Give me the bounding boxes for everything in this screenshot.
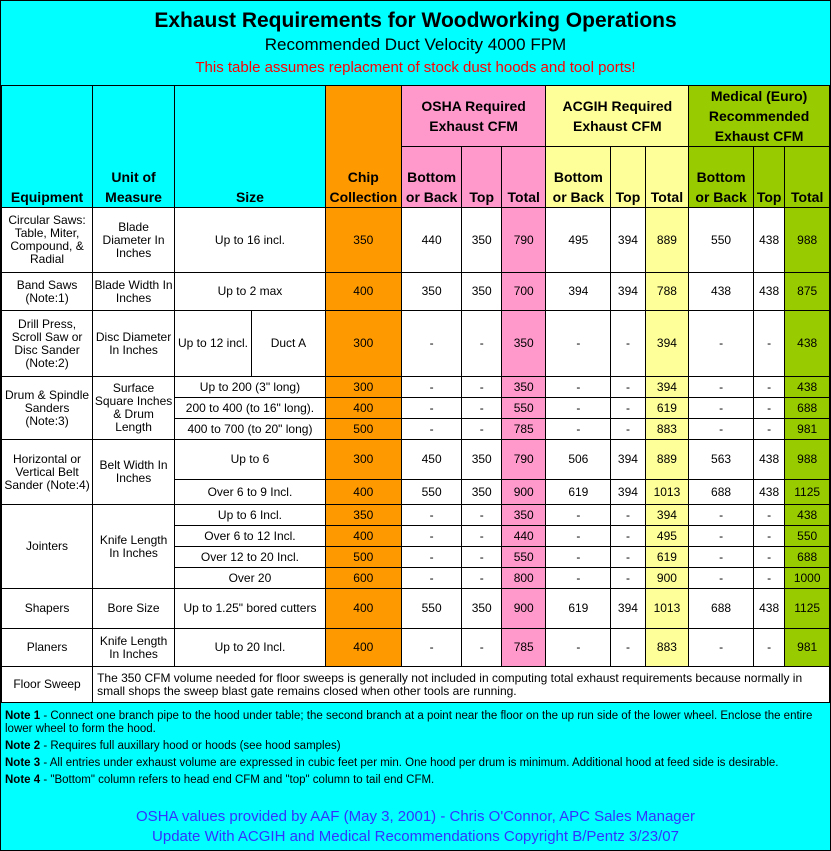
acgih-total-cell: 883: [645, 629, 689, 667]
medical-bottom-cell: 438: [689, 273, 754, 311]
acgih-top-cell: -: [611, 568, 645, 589]
osha-bottom-cell: -: [401, 398, 462, 419]
medical-top-cell: 438: [753, 480, 784, 505]
header-row-1: [2, 86, 830, 147]
acgih-top-cell: -: [611, 526, 645, 547]
acgih-top-cell: 394: [611, 480, 645, 505]
medical-top-cell: 438: [753, 440, 784, 480]
medical-top-cell: -: [753, 568, 784, 589]
osha-top-cell: -: [462, 547, 501, 568]
medical-total-cell: 1125: [785, 589, 830, 629]
osha-bottom-cell: 350: [401, 273, 462, 311]
osha-total-cell: 350: [501, 377, 546, 398]
equipment-cell: Floor Sweep: [2, 667, 93, 703]
unit-cell: Knife Length In Inches: [93, 505, 175, 589]
medical-total-cell: 988: [785, 440, 830, 480]
medical-top-cell: -: [753, 505, 784, 526]
osha-total-cell: 800: [501, 568, 546, 589]
medical-total-cell: 988: [785, 208, 830, 273]
acgih-bottom-cell: -: [546, 377, 611, 398]
equipment-cell: Band Saws (Note:1): [2, 273, 93, 311]
osha-bottom-cell: 550: [401, 480, 462, 505]
chip-cell: 400: [325, 629, 401, 667]
note-1: [5, 710, 827, 736]
col-acgih-top: Top: [611, 147, 645, 208]
note-2: [5, 740, 827, 753]
acgih-bottom-cell: 619: [546, 480, 611, 505]
osha-top-cell: -: [462, 398, 501, 419]
acgih-total-cell: 1013: [645, 480, 689, 505]
acgih-bottom-cell: 506: [546, 440, 611, 480]
osha-top-cell: -: [462, 377, 501, 398]
osha-top-cell: -: [462, 568, 501, 589]
note-4: [5, 774, 827, 787]
table-row: [2, 440, 830, 480]
osha-bottom-cell: -: [401, 419, 462, 440]
acgih-bottom-cell: -: [546, 398, 611, 419]
medical-total-cell: 438: [785, 377, 830, 398]
osha-bottom-cell: 440: [401, 208, 462, 273]
osha-top-cell: -: [462, 629, 501, 667]
acgih-top-cell: 394: [611, 589, 645, 629]
acgih-bottom-cell: 495: [546, 208, 611, 273]
warning-text: This table assumes replacment of stock dust hoods and tool ports!: [195, 59, 636, 76]
acgih-top-cell: -: [611, 629, 645, 667]
chip-cell: 300: [325, 377, 401, 398]
medical-top-cell: 438: [753, 208, 784, 273]
equipment-cell: Drill Press, Scroll Saw or Disc Sander (Note:2): [2, 311, 93, 377]
unit-cell: Surface Square Inches & Drum Length: [93, 377, 175, 440]
chip-cell: 500: [325, 547, 401, 568]
col-size: Size: [175, 86, 326, 208]
osha-total-cell: 900: [501, 480, 546, 505]
acgih-bottom-cell: -: [546, 311, 611, 377]
osha-top-cell: -: [462, 505, 501, 526]
page-subtitle: Recommended Duct Velocity 4000 FPM: [264, 35, 567, 54]
osha-total-cell: 790: [501, 440, 546, 480]
medical-bottom-cell: -: [689, 568, 754, 589]
osha-total-cell: 900: [501, 589, 546, 629]
medical-top-cell: 438: [753, 273, 784, 311]
acgih-top-cell: -: [611, 311, 645, 377]
acgih-top-cell: -: [611, 419, 645, 440]
medical-bottom-cell: -: [689, 505, 754, 526]
osha-total-cell: 785: [501, 419, 546, 440]
osha-bottom-cell: -: [401, 526, 462, 547]
size-cell: Over 6 to 9 Incl.: [175, 480, 326, 505]
medical-total-cell: 1125: [785, 480, 830, 505]
acgih-total-cell: 394: [645, 505, 689, 526]
acgih-top-cell: -: [611, 377, 645, 398]
chip-cell: 500: [325, 419, 401, 440]
medical-top-cell: -: [753, 398, 784, 419]
equipment-cell: Drum & Spindle Sanders (Note:3): [2, 377, 93, 440]
acgih-bottom-cell: -: [546, 629, 611, 667]
medical-top-cell: -: [753, 526, 784, 547]
acgih-total-cell: 889: [645, 208, 689, 273]
acgih-total-cell: 619: [645, 398, 689, 419]
size-cell: Up to 16 incl.: [175, 208, 326, 273]
osha-total-cell: 440: [501, 526, 546, 547]
acgih-bottom-cell: -: [546, 526, 611, 547]
chip-cell: 300: [325, 311, 401, 377]
osha-top-cell: 350: [462, 440, 501, 480]
osha-bottom-cell: -: [401, 568, 462, 589]
medical-bottom-cell: -: [689, 398, 754, 419]
medical-total-cell: 688: [785, 398, 830, 419]
col-osha: OSHA Required Exhaust CFM: [401, 86, 546, 147]
acgih-total-cell: 788: [645, 273, 689, 311]
equipment-cell: Planers: [2, 629, 93, 667]
size-cell: 400 to 700 (to 20" long): [175, 419, 326, 440]
osha-total-cell: 700: [501, 273, 546, 311]
col-osha-bottom: Bottom or Back: [401, 147, 462, 208]
medical-bottom-cell: -: [689, 547, 754, 568]
equipment-cell: Circular Saws: Table, Miter, Compound, & Radial: [2, 208, 93, 273]
note-text: - Requires full auxillary hood or hoods (see hood samples): [40, 740, 341, 752]
col-unit: Unit of Measure: [93, 86, 175, 208]
medical-total-cell: 550: [785, 526, 830, 547]
medical-top-cell: -: [753, 377, 784, 398]
osha-total-cell: 790: [501, 208, 546, 273]
osha-bottom-cell: -: [401, 377, 462, 398]
acgih-bottom-cell: 619: [546, 589, 611, 629]
chip-cell: 600: [325, 568, 401, 589]
acgih-top-cell: -: [611, 505, 645, 526]
unit-cell: Knife Length In Inches: [93, 629, 175, 667]
osha-total-cell: 350: [501, 311, 546, 377]
chip-cell: 400: [325, 526, 401, 547]
osha-top-cell: 350: [462, 208, 501, 273]
table-row: [2, 505, 830, 526]
size-cell: Over 12 to 20 Incl.: [175, 547, 326, 568]
acgih-total-cell: 883: [645, 419, 689, 440]
table-row: [2, 273, 830, 311]
exhaust-table: [1, 85, 830, 703]
medical-top-cell: -: [753, 311, 784, 377]
col-medical-total: Total: [785, 147, 830, 208]
floor-sweep-text: The 350 CFM volume needed for floor sweeps is generally not included in computing total exhaust requirements because normally in small shops the sweep blast gate remains closed when other tools are running.: [93, 667, 830, 703]
acgih-total-cell: 1013: [645, 589, 689, 629]
osha-total-cell: 785: [501, 629, 546, 667]
size-cell: Up to 20 Incl.: [175, 629, 326, 667]
acgih-bottom-cell: -: [546, 419, 611, 440]
chip-cell: 350: [325, 208, 401, 273]
osha-total-cell: 350: [501, 505, 546, 526]
note-label: Note 3: [5, 757, 41, 769]
medical-total-cell: 875: [785, 273, 830, 311]
medical-top-cell: -: [753, 419, 784, 440]
table-row: [2, 589, 830, 629]
acgih-total-cell: 889: [645, 440, 689, 480]
medical-bottom-cell: -: [689, 419, 754, 440]
medical-total-cell: 981: [785, 419, 830, 440]
size-cell: Up to 12 incl.: [175, 311, 252, 377]
size-cell: 200 to 400 (to 16" long).: [175, 398, 326, 419]
col-medical-bottom: Bottom or Back: [689, 147, 754, 208]
acgih-total-cell: 619: [645, 547, 689, 568]
equipment-cell: Shapers: [2, 589, 93, 629]
size-cell: Up to 1.25" bored cutters: [175, 589, 326, 629]
note-label: Note 2: [5, 740, 41, 752]
acgih-top-cell: -: [611, 547, 645, 568]
col-osha-total: Total: [501, 147, 546, 208]
table-row: [2, 377, 830, 398]
medical-total-cell: 981: [785, 629, 830, 667]
chip-cell: 300: [325, 440, 401, 480]
col-acgih-bottom: Bottom or Back: [546, 147, 611, 208]
osha-top-cell: 350: [462, 273, 501, 311]
osha-top-cell: 350: [462, 589, 501, 629]
medical-total-cell: 438: [785, 505, 830, 526]
osha-bottom-cell: 450: [401, 440, 462, 480]
osha-bottom-cell: -: [401, 505, 462, 526]
size-cell: Up to 200 (3" long): [175, 377, 326, 398]
title-block: [1, 1, 830, 85]
note-3: [5, 757, 827, 770]
notes-section: [5, 710, 827, 791]
credit-line-1: OSHA values provided by AAF (May 3, 2001) - Chris O'Connor, APC Sales Manager: [136, 808, 695, 825]
credit-line-2: Update With ACGIH and Medical Recommendations Copyright B/Pentz 3/23/07: [152, 828, 679, 845]
medical-top-cell: -: [753, 629, 784, 667]
acgih-bottom-cell: -: [546, 568, 611, 589]
size-cell: Up to 2 max: [175, 273, 326, 311]
medical-bottom-cell: 563: [689, 440, 754, 480]
duct-cell: Duct A: [251, 311, 325, 377]
size-cell: Over 20: [175, 568, 326, 589]
medical-bottom-cell: 688: [689, 589, 754, 629]
osha-top-cell: -: [462, 311, 501, 377]
medical-bottom-cell: -: [689, 377, 754, 398]
table-row: [2, 629, 830, 667]
osha-bottom-cell: 550: [401, 589, 462, 629]
unit-cell: Bore Size: [93, 589, 175, 629]
medical-bottom-cell: -: [689, 629, 754, 667]
table-row: [2, 667, 830, 703]
page-title: Exhaust Requirements for Woodworking Operations: [154, 9, 677, 32]
unit-cell: Belt Width In Inches: [93, 440, 175, 505]
col-osha-top: Top: [462, 147, 501, 208]
chip-cell: 350: [325, 505, 401, 526]
chip-cell: 400: [325, 273, 401, 311]
col-chip: Chip Collection: [325, 86, 401, 208]
medical-total-cell: 1000: [785, 568, 830, 589]
table-row: [2, 208, 830, 273]
osha-bottom-cell: -: [401, 311, 462, 377]
osha-bottom-cell: -: [401, 629, 462, 667]
acgih-total-cell: 394: [645, 377, 689, 398]
medical-bottom-cell: -: [689, 526, 754, 547]
acgih-bottom-cell: -: [546, 547, 611, 568]
col-acgih: ACGIH Required Exhaust CFM: [546, 86, 689, 147]
medical-total-cell: 688: [785, 547, 830, 568]
acgih-top-cell: -: [611, 398, 645, 419]
unit-cell: Blade Diameter In Inches: [93, 208, 175, 273]
size-cell: Up to 6: [175, 440, 326, 480]
osha-total-cell: 550: [501, 398, 546, 419]
chip-cell: 400: [325, 589, 401, 629]
medical-bottom-cell: -: [689, 311, 754, 377]
acgih-bottom-cell: -: [546, 505, 611, 526]
acgih-top-cell: 394: [611, 208, 645, 273]
note-text: - "Bottom" column refers to head end CFM and "top" column to tail end CFM.: [40, 774, 435, 786]
col-equipment: Equipment: [2, 86, 93, 208]
osha-top-cell: -: [462, 526, 501, 547]
acgih-total-cell: 900: [645, 568, 689, 589]
note-label: Note 1: [5, 710, 41, 722]
size-cell: Up to 6 Incl.: [175, 505, 326, 526]
chip-cell: 400: [325, 398, 401, 419]
note-label: Note 4: [5, 774, 41, 786]
osha-total-cell: 550: [501, 547, 546, 568]
col-medical: Medical (Euro) Recommended Exhaust CFM: [689, 86, 830, 147]
unit-cell: Disc Diameter In Inches: [93, 311, 175, 377]
medical-bottom-cell: 688: [689, 480, 754, 505]
unit-cell: Blade Width In Inches: [93, 273, 175, 311]
medical-top-cell: 438: [753, 589, 784, 629]
col-acgih-total: Total: [645, 147, 689, 208]
table-row: [2, 311, 830, 377]
medical-total-cell: 438: [785, 311, 830, 377]
equipment-cell: Jointers: [2, 505, 93, 589]
osha-top-cell: 350: [462, 480, 501, 505]
equipment-cell: Horizontal or Vertical Belt Sander (Note:4): [2, 440, 93, 505]
credits: [1, 807, 830, 847]
col-medical-top: Top: [753, 147, 784, 208]
acgih-bottom-cell: 394: [546, 273, 611, 311]
chip-cell: 400: [325, 480, 401, 505]
medical-bottom-cell: 550: [689, 208, 754, 273]
note-text: - All entries under exhaust volume are expressed in cubic feet per min. One hood per drum is minimum. Additional hood at feed side is desirable.: [40, 757, 779, 769]
size-cell: Over 6 to 12 Incl.: [175, 526, 326, 547]
note-text: - Connect one branch pipe to the hood under table; the second branch at a point near the floor on the up run side of the lower wheel. Enclose the entire lower wheel to form the hood.: [5, 710, 813, 735]
acgih-top-cell: 394: [611, 440, 645, 480]
medical-top-cell: -: [753, 547, 784, 568]
osha-bottom-cell: -: [401, 547, 462, 568]
acgih-total-cell: 394: [645, 311, 689, 377]
osha-top-cell: -: [462, 419, 501, 440]
acgih-total-cell: 495: [645, 526, 689, 547]
acgih-top-cell: 394: [611, 273, 645, 311]
